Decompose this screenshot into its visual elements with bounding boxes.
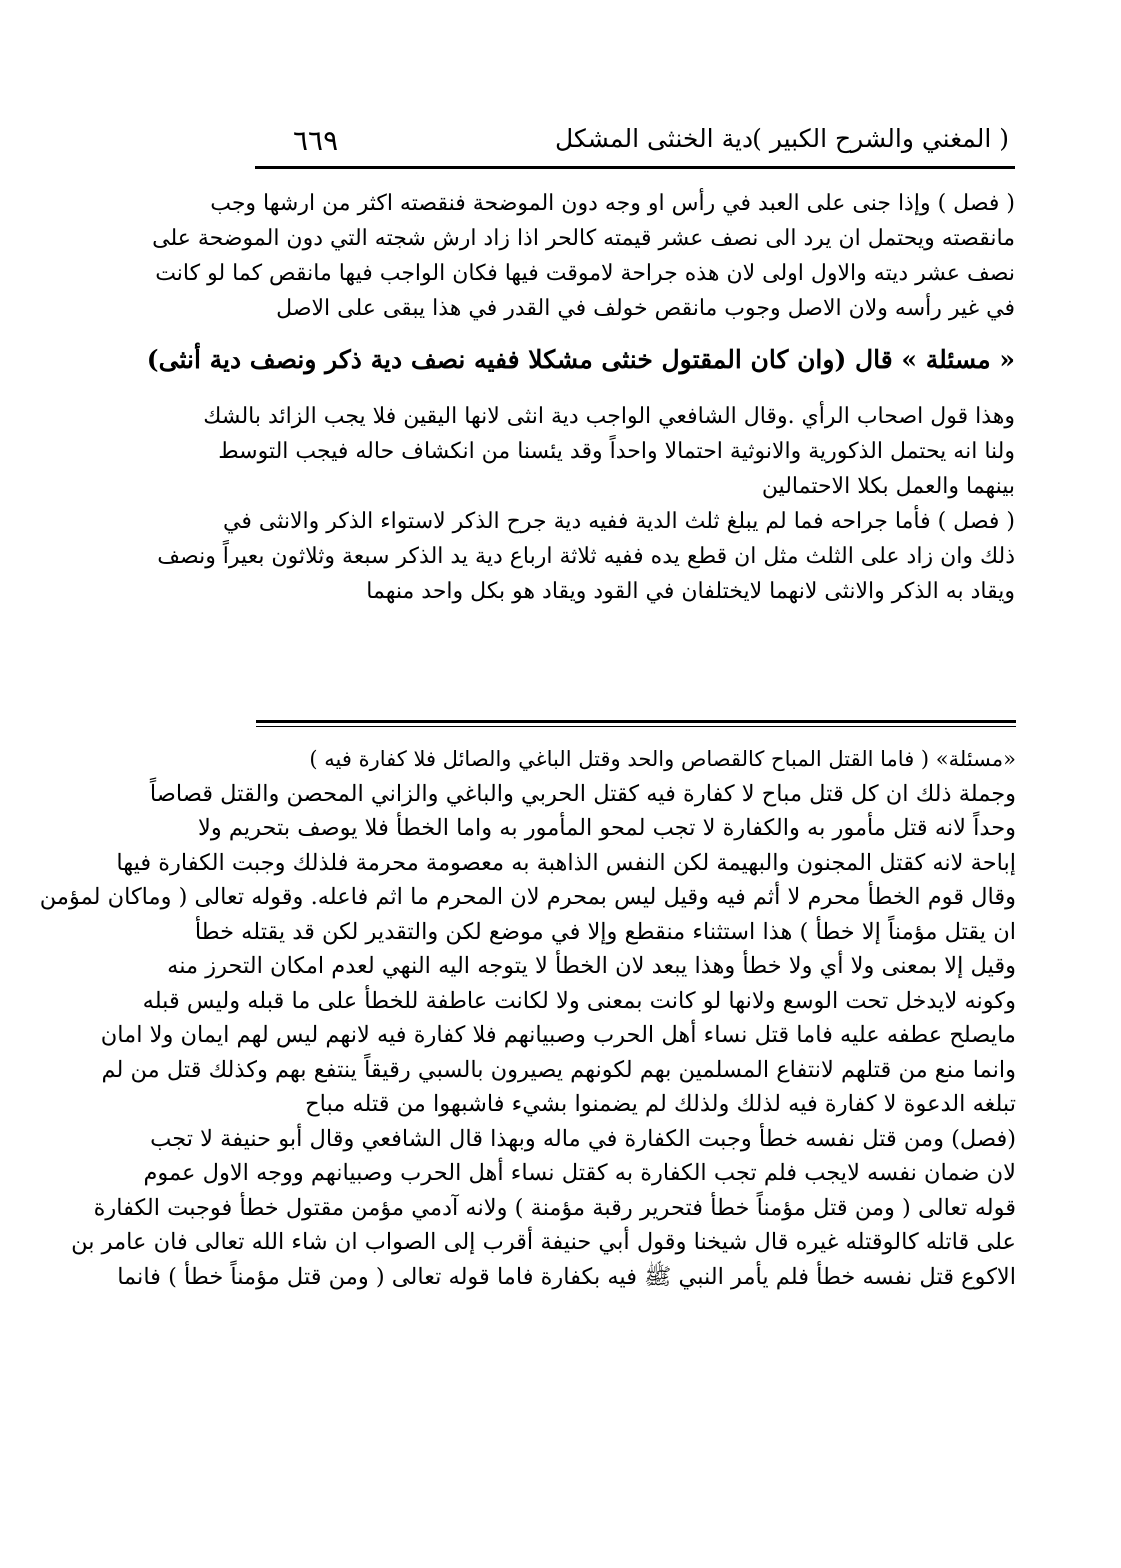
text-line: (فصل) ومن قتل نفسه خطأ وجبت الكفارة في ماله وبهذا قال الشافعي وقال أبو حنيفة لا تجب bbox=[150, 1125, 1016, 1152]
fasl-slave-injury bbox=[152, 186, 1015, 326]
masala-heading: «مسئلة» ( فاما القتل المباح كالقصاص والحد وقتل الباغي والصائل فلا كفارة فيه ) bbox=[309, 747, 1016, 771]
lower-page bbox=[39, 742, 1016, 1294]
text-line: مايصلح عطفه عليه فاما قتل نساء أهل الحرب وصبيانهم فلا كفارة فيه لانهم ليس لهم ايمان ولا امان bbox=[100, 1022, 1016, 1048]
text-line: وقيل إلا بمعنى ولا أي ولا خطأ وهذا يبعد لان الخطأ لا يتوجه اليه النهي لعدم امكان التحرز منه bbox=[167, 953, 1016, 979]
text-line: إباحة لانه كقتل المجنون والبهيمة لكن النفس الذاهبة به معصومة محرمة فلذلك وجبت الكفارة فيها bbox=[116, 849, 1016, 876]
divider-rule bbox=[256, 720, 1016, 723]
text-line: وكونه لايدخل تحت الوسع ولانها لو كانت بمعنى ولا لكانت عاطفة للخطأ على ما قبله وليس قبله bbox=[142, 987, 1016, 1014]
fasl-self-killing bbox=[71, 1122, 1016, 1295]
upper-page bbox=[146, 120, 1015, 609]
text-line: قوله تعالى ( ومن قتل مؤمناً خطأ فتحرير رقبة مؤمنة ) ولانه آدمي مؤمن مقتول خطأ فوجبت الكفارة bbox=[93, 1194, 1016, 1221]
text-line: وانما منع من قتلهم لانتفاع المسلمين بهم لكونهم يصيرون بالسبي رقيقاً ينتفع بهم وكذلك قتل من لم bbox=[101, 1056, 1016, 1083]
text-line: وجملة ذلك ان كل قتل مباح لا كفارة فيه كقتل الحربي والباغي والزاني المحصن والقتل قصاصاً bbox=[149, 780, 1016, 807]
text-line: مانقصته ويحتمل ان يرد الى نصف عشر قيمته كالحر اذا زاد ارش شجته التي دون الموضحة على bbox=[152, 226, 1015, 251]
paragraph-permitted-killing bbox=[39, 777, 1016, 1122]
text-line: وحداً لانه قتل مأمور به والكفارة لا تجب لمحو المأمور به واما الخطأ فلا يوصف بتحريم ولا bbox=[198, 815, 1016, 841]
paragraph-hermaphrodite bbox=[203, 399, 1015, 504]
text-line: ولنا انه يحتمل الذكورية والانوثية احتمالا واحداً وقد يئسنا من انكشاف حاله فيجب التوسط bbox=[218, 439, 1015, 464]
text-line: لان ضمان نفسه لايجب فلم تجب الكفارة به كقتل نساء أهل الحرب وصبيانهم ووجه الاول عموم bbox=[143, 1160, 1016, 1186]
text-line: في غير رأسه ولان الاصل وجوب مانقص خولف في القدر في هذا يبقى على الاصل bbox=[276, 296, 1015, 321]
header-rule bbox=[255, 166, 1015, 169]
text-line: ويقاد به الذكر والانثى لانهما لايختلفان في القود ويقاد هو بكل واحد منهما bbox=[366, 579, 1015, 604]
text-line: ( فصل ) فأما جراحه فما لم يبلغ ثلث الدية ففيه دية جرح الذكر لاستواء الذكر والانثى في bbox=[223, 509, 1015, 534]
text-line: نصف عشر ديته والاول اولى لان هذه جراحة لاموقت فيها فكان الواجب فيها مانقص كما لو كانت bbox=[155, 261, 1015, 286]
page-number: ٦٦٩ bbox=[293, 124, 339, 157]
divider-rule-thin bbox=[256, 726, 1016, 727]
running-title: ( المغني والشرح الكبير ) bbox=[752, 124, 1009, 153]
text-line: الاكوع قتل نفسه خطأ فلم يأمر النبي ﷺ فيه بكفارة فاما قوله تعالى ( ومن قتل مؤمناً خطأ ) فانما bbox=[117, 1263, 1016, 1290]
page-header bbox=[255, 120, 1015, 166]
text-line: بينهما والعمل بكلا الاحتمالين bbox=[761, 474, 1015, 499]
text-line: على قاتله كالوقتله غيره قال شيخنا وقول أبي حنيفة أقرب إلى الصواب ان شاء الله تعالى فان عامر بن bbox=[71, 1229, 1016, 1255]
section-title: دية الخنثى المشكل bbox=[555, 124, 754, 153]
text-line: ذلك وان زاد على الثلث مثل ان قطع يده ففيه ثلاثة ارباع دية يد الذكر سبعة وثلاثون بعيراً ونصف bbox=[157, 544, 1015, 569]
text-line: ان يقتل مؤمناً إلا خطأ ) هذا استثناء منقطع وإلا في موضع لكن والتقدير لكن قد يقتله خطأ bbox=[194, 918, 1016, 945]
text-line: وهذا قول اصحاب الرأي .وقال الشافعي الواجب دية انثى لانها اليقين فلا يجب الزائد بالشك bbox=[203, 404, 1015, 429]
text-line: تبلغه الدعوة لا كفارة فيه لذلك ولذلك لم يضمنوا بشيء فاشبهوا من قتله مباح bbox=[305, 1091, 1016, 1117]
fasl-wounds bbox=[157, 504, 1015, 609]
masala-heading: « مسئلة » قال (وان كان المقتول خنثى مشكلا ففيه نصف دية ذكر ونصف دية أنثى) bbox=[146, 345, 1015, 374]
text-line: وقال قوم الخطأ محرم لا أثم فيه وقيل ليس بمحرم لان المحرم ما اثم فاعله. وقوله تعالى ( وماكان لمؤمن bbox=[39, 884, 1016, 910]
text-line: ( فصل ) وإذا جنى على العبد في رأس او وجه دون الموضحة فنقصته اكثر من ارشها وجب bbox=[210, 191, 1015, 216]
